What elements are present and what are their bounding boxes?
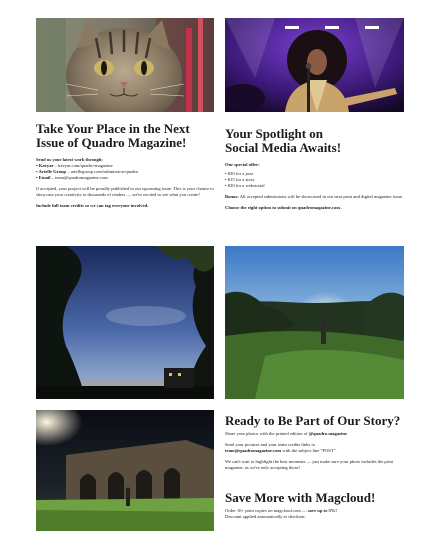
acceptance-paragraph: If accepted, your project will be proudly published in our upcoming issue. This is your chance to showcase your creativity to thousands of readers — we're excited to see what you create! [36,186,214,197]
send-label: Send us your latest work through: [36,157,103,162]
concert-photo [225,18,404,112]
offer-item: • $15 for a story [225,177,255,182]
offer-item: • $30 for a post [225,171,254,176]
save-line-order: Order 10+ print copies on magcloud.com — save up to 5%! [225,508,337,513]
cat-photo [36,18,214,112]
credits-note: Include full team credits so we can tag everyone involved. [36,203,149,208]
story-line-highlight: We can't wait to highlight the best moments — just make sure your photo includes the print magazine, as we're only accepting those! [225,459,394,470]
offer-item: • $30 for a webstorial [225,183,265,188]
link-email[interactable]: • Email – team@quadromagazine.com [36,175,108,180]
choose-text: Choose the right option to submit on quadromagazine.com . [225,205,343,210]
offer-list [225,171,407,189]
twilight-trees-photo [36,246,214,399]
submission-section [36,122,218,209]
instagram-handle[interactable]: @quadro.magazine [308,431,347,436]
story-line-send: Send your pictures and your team credits links to team@quadromagazine.com with the subject line "POST". [225,442,337,453]
story-section [225,414,411,471]
bonus-text: Bonus: All accepted submissions will be showcased in our next print and digital magazine issue. [225,194,403,199]
link-kavyar[interactable]: • Kavyar – kavyar.com/quadro-magazine [36,163,113,168]
night-ruins-photo [36,410,214,531]
sunset-meadow-photo [225,246,404,399]
social-section [225,127,407,211]
save-section [225,491,411,520]
save-line-discount: Discount applied automatically at checkout. [225,514,306,519]
story-line-share: Share your photos with the printed edition of @quadro.magazine [225,431,347,436]
offer-label: Our special offer: [225,162,260,167]
submission-title: Take Your Place in the Next Issue of Quadro Magazine! [36,121,190,150]
team-email-link[interactable]: team@quadromagazine.com [225,448,282,453]
submission-links [36,163,218,181]
link-artelle[interactable]: • Artelle Group – artellegroup.com/submission-quadro [36,169,139,174]
save-title: Save More with Magcloud! [225,490,376,505]
story-title: Ready to Be Part of Our Story? [225,413,401,428]
social-title: Your Spotlight on Social Media Awaits! [225,126,342,155]
